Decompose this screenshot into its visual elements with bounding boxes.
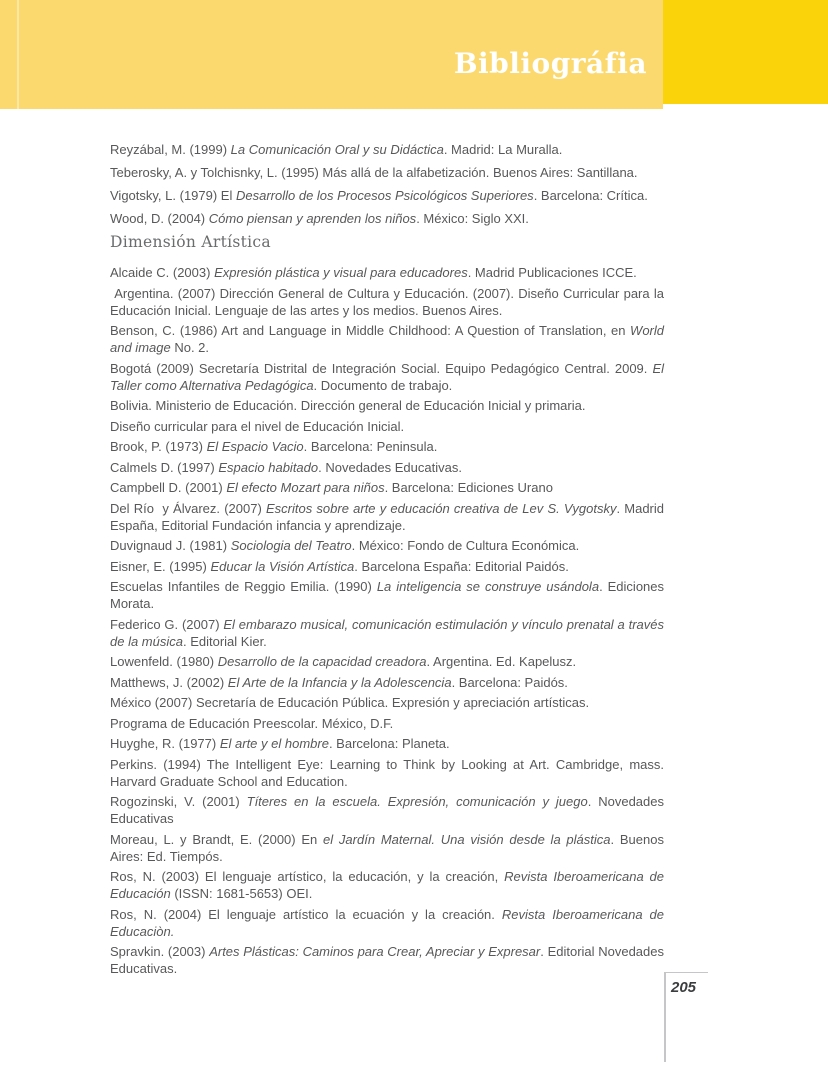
reference-title-segment: Expresión plástica y visual para educadores — [214, 265, 468, 280]
reference-text-segment: . Ediciones Morata. — [110, 579, 665, 611]
reference-text-segment: . Barcelona: Crítica. — [533, 188, 648, 203]
bibliography-section — [110, 233, 664, 977]
reference-entry — [110, 653, 664, 670]
reference-entry — [110, 715, 664, 732]
reference-title-segment: Cómo piensan y aprenden los niños — [208, 211, 417, 226]
reference-entry — [110, 537, 664, 554]
reference-entry — [110, 141, 664, 158]
reference-title-segment: Títeres en la escuela. Expresión, comunicación y juego — [246, 794, 588, 809]
reference-text-segment: . Barcelona España: Editorial Paidós. — [354, 558, 569, 574]
reference-text-segment: . Madrid España, Editorial Fundación infancia y aprendizaje. — [110, 500, 665, 533]
page-number-frame — [664, 972, 708, 1062]
reference-title-segment: Desarrollo de la capacidad creadora — [217, 654, 427, 669]
reference-text-segment: Perkins. (1994) The Intelligent Eye: Learning to Think by Looking at Art. Cambridge, mass. Harvard Graduate School and Education. — [110, 756, 664, 789]
reference-text-segment: . Novedades Educativas — [110, 794, 664, 826]
reference-entry — [110, 285, 664, 319]
reference-entry — [110, 360, 664, 394]
reference-text-segment: Ros, N. (2004) El lenguaje artístico la ecuación y la creación. — [110, 906, 502, 922]
reference-entry — [110, 616, 664, 650]
reference-text-segment: Argentina. (2007) Dirección General de Cultura y Educación. (2007). Diseño Curricular para la Educación Inicial. Lenguaje de las artes y los medios. Buenos Aires. — [110, 285, 664, 318]
reference-title-segment: World and image — [110, 323, 664, 355]
reference-entry — [110, 459, 664, 476]
reference-text-segment: Eisner, E. (1995) — [110, 558, 211, 574]
reference-text-segment: Diseño curricular para el nivel de Educación Inicial. — [110, 418, 405, 434]
reference-entry — [110, 187, 664, 204]
reference-title-segment: Revista Iberoamericana de Educación — [110, 869, 665, 901]
reference-title-segment: El Espacio Vacio — [206, 439, 304, 454]
reference-text-segment: No. 2. — [170, 340, 210, 355]
reference-title-segment: La inteligencia se construye usándola — [376, 579, 600, 594]
reference-title-segment: Escritos sobre arte y educación creativa de Lev S. Vygotsky — [265, 500, 617, 516]
reference-text-segment: . Barcelona: Planeta. — [328, 736, 450, 751]
reference-text-segment: . Editorial Novedades Educativas. — [110, 944, 665, 976]
reference-text-segment: Escuelas Infantiles de Reggio Emilia. (1990) — [110, 579, 377, 594]
reference-text-segment: . Madrid: La Muralla. — [443, 142, 563, 157]
reference-text-segment: México (2007) Secretaría de Educación Pública. Expresión y apreciación artísticas. — [110, 695, 590, 710]
reference-text-segment: . Editorial Kier. — [182, 633, 267, 649]
reference-text-segment: . Barcelona: Peninsula. — [303, 439, 438, 454]
bibliography — [110, 141, 664, 981]
reference-text-segment: (ISSN: 1681-5653) OEI. — [170, 886, 313, 901]
reference-entry — [110, 438, 664, 455]
page-number: 205 — [671, 979, 697, 996]
reference-text-segment: Ros, N. (2003) El lenguaje artístico, la educación, y la creación, — [110, 869, 505, 884]
reference-title-segment: Espacio habitado — [218, 459, 319, 475]
reference-title-segment: El Taller como Alternativa Pedagógica — [110, 360, 664, 393]
reference-entry — [110, 906, 664, 940]
reference-entry — [110, 674, 664, 691]
reference-entry — [110, 322, 664, 356]
reference-entry — [110, 479, 664, 496]
reference-text-segment: Del Río y Álvarez. (2007) — [110, 500, 266, 516]
reference-text-segment: . Barcelona: Ediciones Urano — [384, 480, 553, 495]
reference-title-segment: El efecto Mozart para niños — [226, 480, 385, 495]
reference-text-segment: Alcaide C. (2003) — [110, 265, 215, 280]
reference-text-segment: Spravkin. (2003) — [110, 944, 210, 959]
reference-text-segment: . México: Siglo XXI. — [416, 211, 529, 226]
reference-text-segment: Lowenfeld. (1980) — [110, 654, 218, 669]
reference-text-segment: Calmels D. (1997) — [110, 459, 219, 475]
header-accent-line — [17, 0, 19, 109]
section-heading: Dimensión Artística — [110, 233, 271, 251]
reference-text-segment: Campbell D. (2001) — [110, 480, 227, 495]
reference-text-segment: Huyghe, R. (1977) — [110, 736, 220, 751]
reference-entry — [110, 943, 664, 977]
header-band — [0, 0, 663, 109]
reference-entry — [110, 500, 664, 534]
reference-text-segment: . México: Fondo de Cultura Económica. — [351, 538, 580, 553]
reference-title-segment: Educar la Visión Artística — [210, 558, 355, 574]
bibliography-section — [110, 141, 664, 227]
reference-text-segment: Vigotsky, L. (1979) El — [110, 188, 236, 203]
reference-entry — [110, 210, 664, 227]
reference-entry — [110, 164, 664, 181]
reference-text-segment: Benson, C. (1986) Art and Language in Middle Childhood: A Question of Translation, en — [110, 323, 631, 338]
reference-text-segment: . Madrid Publicaciones ICCE. — [467, 265, 637, 280]
reference-title-segment: El embarazo musical, comunicación estimulación y vínculo prenatal a través de la música — [110, 616, 664, 649]
reference-text-segment: . Barcelona: Paidós. — [451, 674, 568, 690]
page-title: Bibliográfia — [453, 47, 647, 80]
reference-text-segment: Reyzábal, M. (1999) — [110, 142, 231, 157]
header-corner-block — [663, 0, 828, 104]
reference-text-segment: Wood, D. (2004) — [110, 211, 209, 226]
reference-text-segment: . Novedades Educativas. — [318, 459, 462, 475]
reference-text-segment: . Buenos Aires: Ed. Tiempós. — [110, 831, 664, 864]
reference-text-segment: Brook, P. (1973) — [110, 439, 207, 454]
reference-entry — [110, 418, 664, 435]
reference-entry — [110, 735, 664, 752]
reference-entry — [110, 868, 664, 902]
reference-text-segment: Federico G. (2007) — [110, 616, 224, 632]
reference-entry — [110, 264, 664, 281]
reference-text-segment: . Argentina. Ed. Kapelusz. — [426, 654, 577, 669]
reference-entry — [110, 793, 664, 827]
reference-title-segment: El arte y el hombre — [219, 736, 329, 751]
reference-title-segment: El Arte de la Infancia y la Adolescencia — [227, 674, 452, 690]
reference-text-segment: Bolivia. Ministerio de Educación. Dirección general de Educación Inicial y primaria. — [110, 398, 586, 413]
reference-title-segment: el Jardín Maternal. Una visión desde la plástica — [323, 831, 611, 847]
reference-entry — [110, 397, 664, 414]
reference-text-segment: Moreau, L. y Brandt, E. (2000) En — [110, 831, 324, 847]
reference-title-segment: Artes Plásticas: Caminos para Crear, Apreciar y Expresar — [209, 944, 541, 959]
reference-text-segment: Teberosky, A. y Tolchisnky, L. (1995) Más allá de la alfabetización. Buenos Aires: Santillana. — [110, 165, 638, 180]
reference-title-segment: Sociologia del Teatro — [230, 538, 352, 553]
reference-text-segment: Duvignaud J. (1981) — [110, 538, 231, 553]
reference-entry — [110, 558, 664, 575]
reference-entry — [110, 756, 664, 790]
reference-entry — [110, 694, 664, 711]
reference-title-segment: Revista Iberoamericana de Educaciòn. — [110, 906, 664, 939]
reference-text-segment: Matthews, J. (2002) — [110, 674, 228, 690]
reference-title-segment: Desarrollo de los Procesos Psicológicos Superiores — [235, 188, 534, 203]
reference-title-segment: La Comunicación Oral y su Didáctica — [230, 142, 444, 157]
reference-text-segment: Programa de Educación Preescolar. México, D.F. — [110, 715, 394, 731]
reference-entry — [110, 831, 664, 865]
reference-text-segment: Bogotá (2009) Secretaría Distrital de Integración Social. Equipo Pedagógico Central. 2009. — [110, 360, 653, 376]
reference-text-segment: Rogozinski, V. (2001) — [110, 794, 247, 809]
reference-entry — [110, 578, 664, 612]
reference-text-segment: . Documento de trabajo. — [313, 377, 453, 393]
